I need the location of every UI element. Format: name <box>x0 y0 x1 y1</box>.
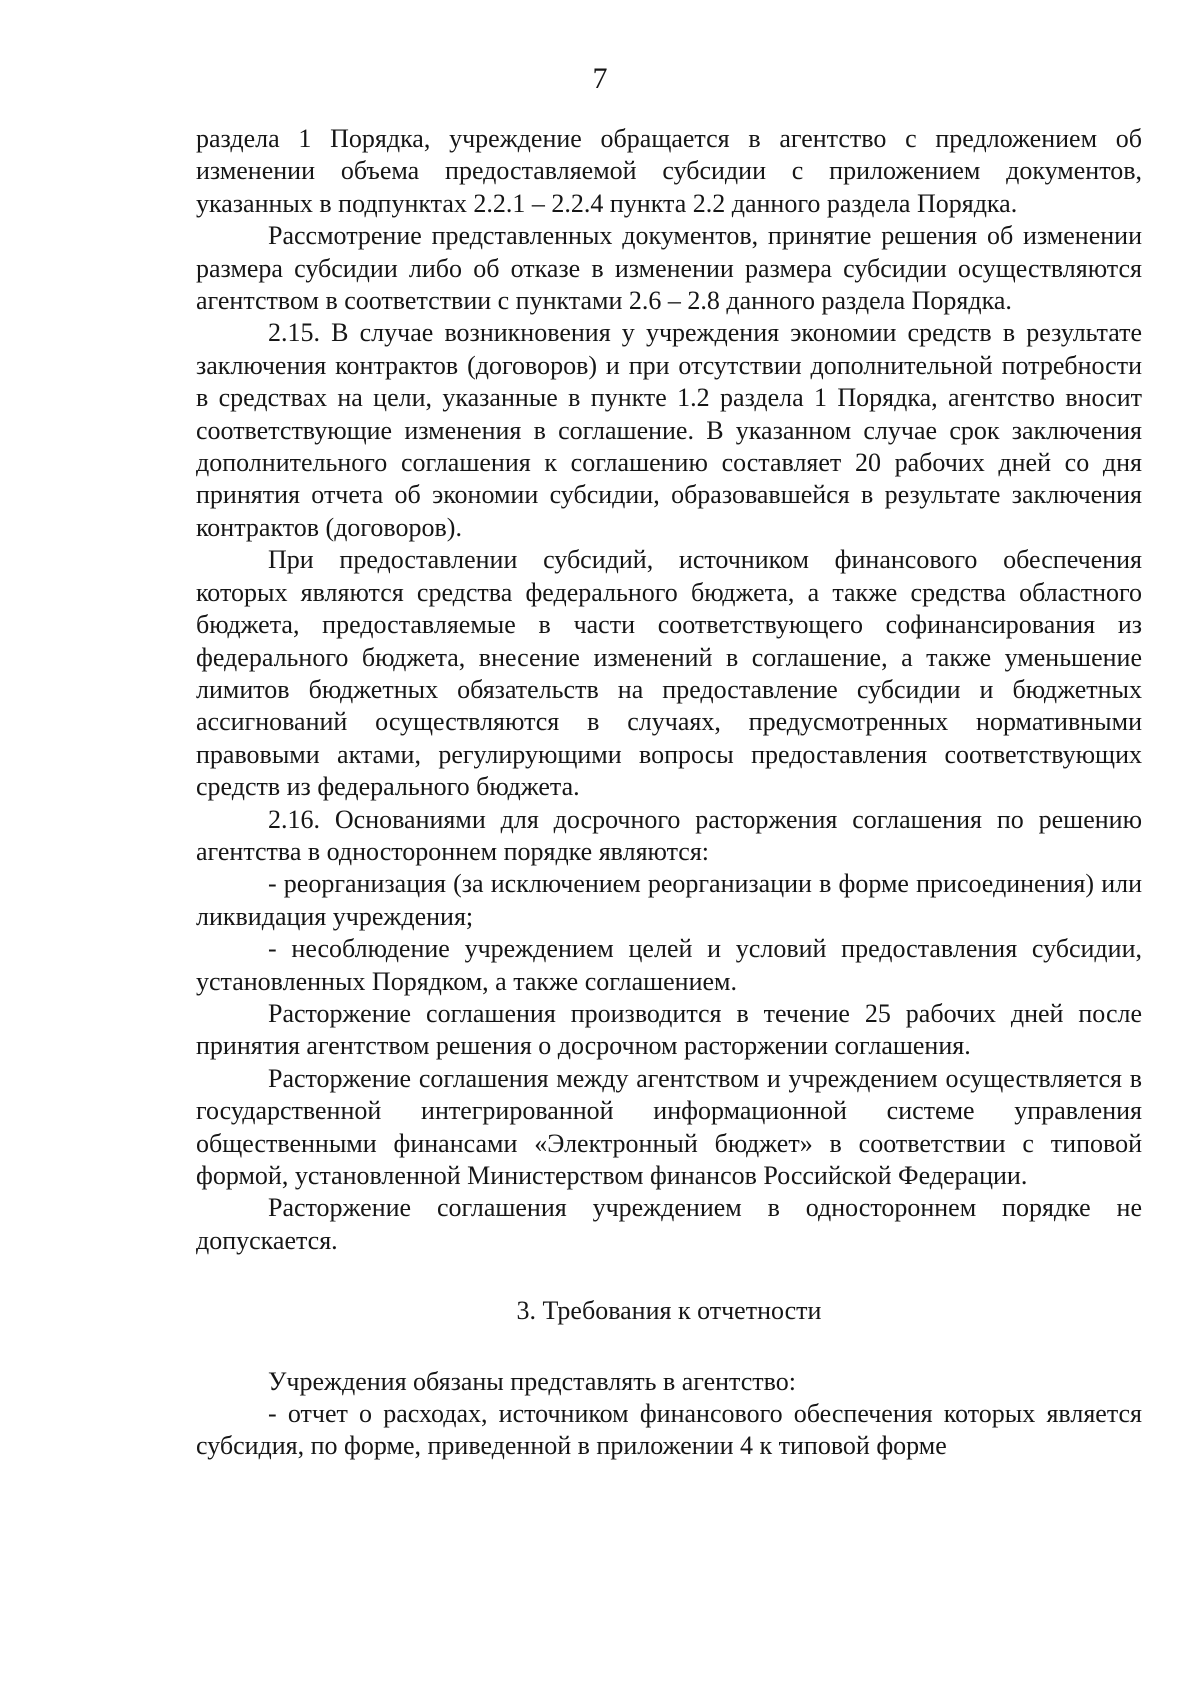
paragraph-2-15: 2.15. В случае возникновения у учреждения экономии средств в результате заключения контрактов (договоров) и при отсутствии дополнительной потребности в средствах на цели, указанные в пункте 1.2 раздела 1 Порядка, агентство вносит соответствующие изменения в соглашение. В указанном случае срок заключения дополнительного соглашения к соглашению составляет 20 рабочих дней со дня принятия отчета об экономии субсидии, образовавшейся в результате заключения контрактов (договоров). <box>196 318 1142 542</box>
section-heading: 3. Требования к отчетности <box>516 1296 822 1326</box>
paragraph-unilateral-prohibited: Расторжение соглашения учреждением в одностороннем порядке не допускается. <box>196 1193 1142 1255</box>
list-item-reorganization: - реорганизация (за исключением реорганизации в форме присоединения) или ликвидация учреждения; <box>196 869 1142 931</box>
paragraph-termination-system: Расторжение соглашения между агентством и учреждением осуществляется в государственной интегрированной информационной системе управления общественными финансами «Электронный бюджет» в соответствии с типовой формой, установленной Министерством финансов Российской Федерации. <box>196 1063 1142 1190</box>
paragraph-2-16: 2.16. Основаниями для досрочного расторжения соглашения по решению агентства в одностороннем порядке являются: <box>196 804 1142 866</box>
paragraph-continuation: раздела 1 Порядка, учреждение обращается в агентство с предложением об изменении объема предоставляемой субсидии с приложением документов, указанных в подпунктах 2.2.1 – 2.2.4 пункта 2.2 данного раздела Порядка. <box>196 124 1142 218</box>
list-item-expense-report: - отчет о расходах, источником финансового обеспечения которых является субсидия, по форме, приведенной в приложении 4 к типовой форме <box>196 1399 1142 1461</box>
list-item-noncompliance: - несоблюдение учреждением целей и условий предоставления субсидии, установленных Порядком, а также соглашением. <box>196 934 1142 996</box>
page-number: 7 <box>592 62 608 95</box>
document-body <box>196 123 1142 1463</box>
paragraph-federal-subsidies: При предоставлении субсидий, источником финансового обеспечения которых являются средства федерального бюджета, а также средства областного бюджета, предоставляемые в части соответствующего софинансирования из федерального бюджета, внесение изменений в соглашение, а также уменьшение лимитов бюджетных обязательств на предоставление субсидии и бюджетных ассигнований осуществляются в случаях, предусмотренных нормативными правовыми актами, регулирующими вопросы предоставления соответствующих средств из федерального бюджета. <box>196 545 1142 802</box>
paragraph-review: Рассмотрение представленных документов, принятие решения об изменении размера субсидии либо об отказе в изменении размера субсидии осуществляются агентством в соответствии с пунктами 2.6 – 2.8 данного раздела Порядка. <box>196 221 1142 316</box>
paragraph-termination-term: Расторжение соглашения производится в течение 25 рабочих дней после принятия агентством решения о досрочном расторжении соглашения. <box>196 998 1142 1061</box>
paragraph-reporting-intro: Учреждения обязаны представлять в агентство: <box>268 1366 796 1396</box>
